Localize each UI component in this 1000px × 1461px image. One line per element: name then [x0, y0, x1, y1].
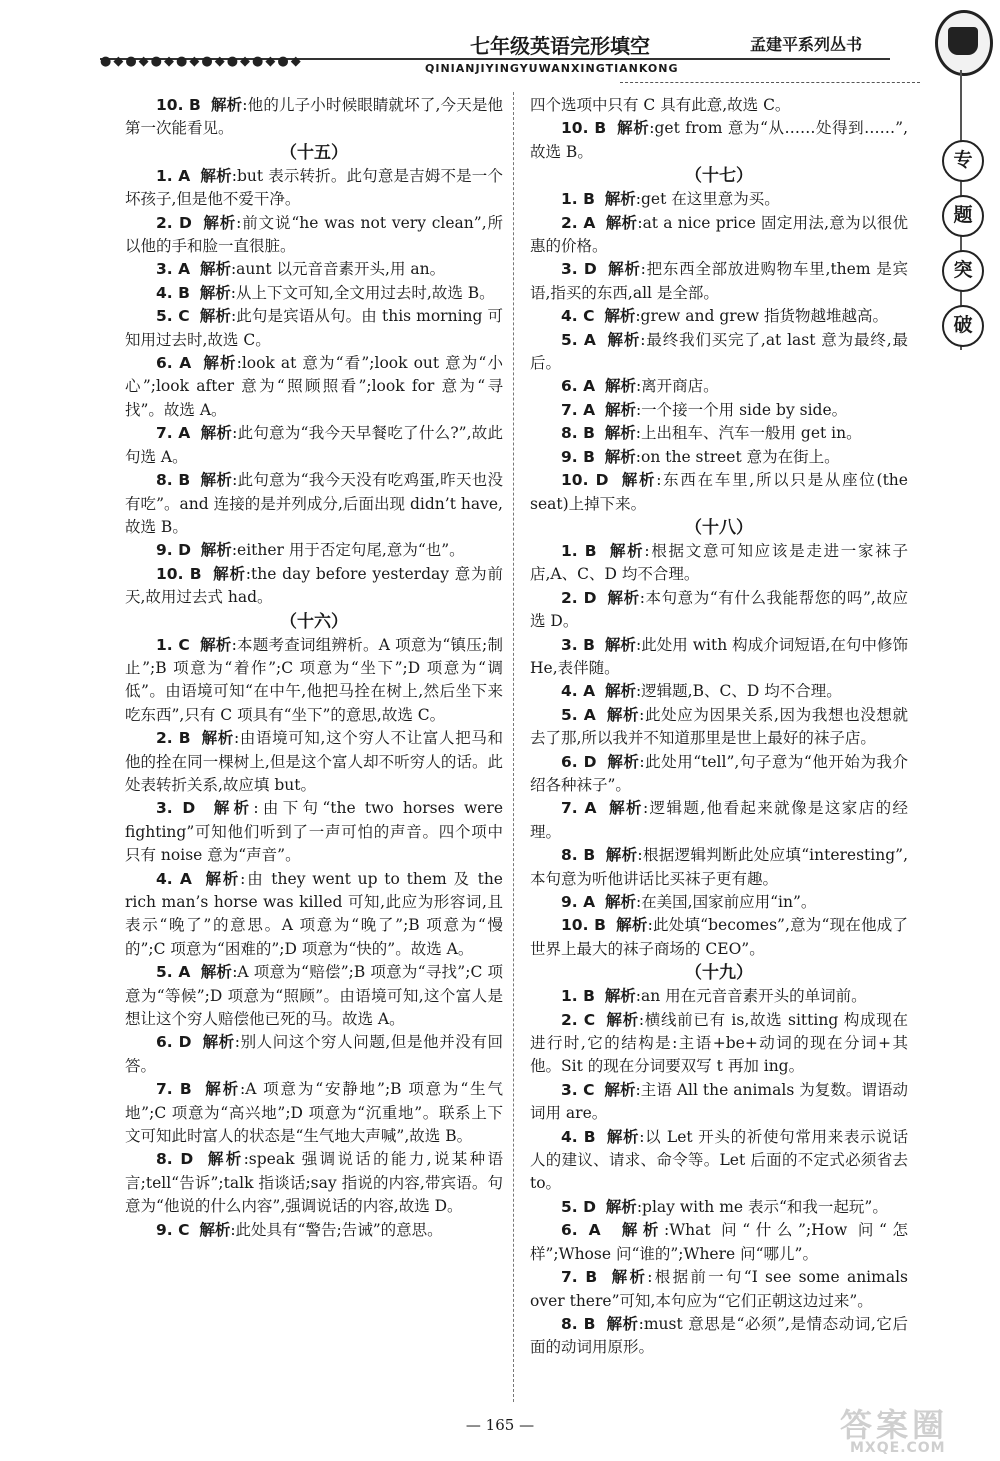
answer-explanation: [125, 94, 503, 141]
answer-explanation: [125, 868, 503, 962]
series-name: 孟建平系列丛书: [750, 35, 863, 54]
answer-explanation: [125, 797, 503, 867]
answer-explanation: [530, 704, 908, 751]
answer-explanation: [125, 422, 503, 469]
analysis-text: :at a nice price 固定用法,意为以很优惠的价格。: [530, 213, 908, 256]
analysis-text: :主语 All the animals 为复数。谓语动词用 are。: [530, 1080, 908, 1123]
analysis-label: 解析: [604, 190, 636, 209]
answer-explanation: [125, 352, 503, 422]
analysis-text: :aunt 以元音音素开头,用 an。: [230, 260, 446, 279]
answer-explanation: [530, 1196, 908, 1219]
analysis-label: 解析: [606, 705, 640, 724]
answer-number: 10. B: [561, 119, 607, 138]
answer-number: 2. C: [561, 1010, 596, 1029]
analysis-label: 解析: [200, 541, 232, 560]
section-heading: （十八）: [685, 517, 753, 538]
header-dashed-rule: [620, 82, 920, 84]
analysis-text: 四个选项中只有 C 具有此意,故选 C。: [530, 96, 791, 114]
answer-number: 7. A: [561, 799, 597, 818]
answer-number: 5. A: [561, 330, 596, 349]
sidebar-seal-3: 突: [942, 250, 984, 292]
watermark: [820, 1400, 990, 1458]
answer-number: 4. B: [561, 1127, 596, 1146]
answer-number: 9. A: [561, 893, 596, 911]
analysis-text: :本句意为“有什么我能帮您的吗”,故应选 D。: [530, 588, 908, 631]
sidebar-seal-1: 专: [942, 140, 984, 182]
analysis-label: 解析: [199, 283, 231, 302]
sidebar-seal-4: 破: [942, 305, 984, 347]
answer-number: 1. A: [156, 166, 191, 185]
answer-explanation: [530, 399, 908, 422]
analysis-label: 解析: [202, 1033, 235, 1052]
answer-number: 3. C: [561, 1080, 595, 1099]
analysis-label: 解析: [205, 1080, 240, 1099]
analysis-label: 解析: [616, 916, 648, 935]
answer-explanation: [530, 914, 908, 961]
answer-number: 2. A: [561, 213, 596, 232]
answer-number: 3. A: [156, 260, 191, 279]
analysis-label: 解析: [199, 307, 231, 326]
analysis-label: 解析: [200, 635, 232, 654]
answer-explanation: [530, 422, 908, 445]
analysis-label: 解析: [199, 1220, 231, 1239]
analysis-text: :此处应为因果关系,因为我想也没想就去了那,所以我并不知道那里是世上最好的袜子店。: [530, 705, 908, 748]
analysis-text: :A 项意为“赔偿”;B 项意为“寻找”;C 项意为“等候”;D 项意为“照顾”。由语境可知,这个富人是想让这个穷人赔偿他已死的马。故选 A。: [125, 963, 503, 1029]
analysis-text: :别人问这个穷人问题,但是他并没有回答。: [125, 1033, 503, 1075]
answer-number: 8. B: [561, 846, 596, 865]
analysis-label: 解析: [604, 987, 636, 1006]
answer-number: 5. C: [156, 307, 190, 326]
answer-number: 10. B: [156, 564, 202, 583]
answer-explanation: [530, 1079, 908, 1126]
answer-explanation: [125, 727, 503, 797]
analysis-label: 解析: [201, 729, 234, 748]
header-dots: ●◆●◆●◆●◆●◆●◆●◆●◆: [100, 54, 303, 69]
answer-number: 6. A: [561, 377, 596, 396]
analysis-text: :get from 意为“从……处得到……”,故选 B。: [530, 119, 908, 161]
analysis-text: :从上下文可知,全文用过去时,故选 B。: [230, 283, 495, 302]
answer-explanation: [530, 94, 908, 117]
analysis-text: :把东西全部放进购物车里,them 是宾语,指买的东西,all 是全部。: [530, 260, 908, 302]
answer-number: 9. C: [156, 1220, 190, 1239]
analysis-text: :逻辑题,B、C、D 均不合理。: [635, 682, 842, 701]
analysis-label: 解析: [607, 588, 640, 607]
answer-explanation: [530, 985, 908, 1008]
analysis-label: 解析: [609, 541, 645, 560]
analysis-label: 解析: [617, 119, 650, 138]
book-title-pinyin: QINIANJIYINGYUWANXINGTIANKONG: [425, 62, 679, 75]
analysis-label: 解析: [607, 752, 640, 771]
answer-explanation: [125, 258, 503, 281]
answer-explanation: [125, 1219, 503, 1242]
analysis-text: :以 Let 开头的祈使句常用来表示说话人的建议、请求、命令等。Let 后面的不定式必须省去 to。: [530, 1127, 908, 1193]
analysis-label: 解析: [203, 354, 237, 373]
answer-explanation: [125, 961, 503, 1031]
section-heading: （十五）: [280, 142, 348, 163]
answer-number: 2. D: [561, 588, 597, 607]
answer-number: 2. B: [156, 729, 191, 748]
answer-explanation: [530, 258, 908, 305]
answer-number: 1. C: [156, 635, 190, 654]
analysis-label: 解析: [200, 471, 233, 490]
analysis-text: :根据文意可知应该是走进一家袜子店,A、C、D 均不合理。: [530, 541, 908, 584]
answer-explanation: [125, 165, 503, 212]
answer-number: 10. B: [156, 96, 201, 114]
analysis-text: :东西在车里,所以只是从座位(the seat)上掉下来。: [530, 471, 908, 513]
analysis-label: 解析: [199, 260, 231, 279]
analysis-text: :最终我们买完了,at last 意为最终,最后。: [530, 330, 908, 373]
analysis-text: :此句意为“我今天早餐吃了什么?”,故此句选 A。: [125, 424, 503, 466]
answer-number: 5. D: [561, 1197, 596, 1216]
analysis-text: :either 用于否定句尾,意为“也”。: [231, 541, 465, 560]
answer-number: 7. B: [561, 1268, 598, 1287]
page-number: — 165 —: [465, 1416, 535, 1434]
analysis-text: :on the street 意为在街上。: [635, 447, 840, 466]
analysis-label: 解析: [604, 307, 636, 326]
analysis-text: :must 意思是“必须”,是情态动词,它后面的动词用原形。: [530, 1314, 908, 1357]
analysis-text: :grew and grew 指货物越堆越高。: [635, 307, 889, 326]
answer-number: 8. B: [561, 1314, 596, 1333]
answer-number: 8. D: [156, 1150, 194, 1169]
analysis-text: :根据逻辑判断此处应填“interesting”,本句意为听他讲话比买袜子更有趣。: [530, 846, 908, 888]
answer-number: 1. B: [561, 190, 595, 209]
analysis-label: 解析: [200, 424, 233, 443]
analysis-label: 解析: [605, 213, 638, 232]
answer-number: 6. D: [561, 752, 597, 771]
answer-explanation: [530, 1266, 908, 1313]
answer-number: 7. A: [156, 424, 191, 443]
answer-number: 4. A: [156, 869, 192, 888]
answer-number: 4. A: [561, 682, 596, 701]
analysis-label: 解析: [205, 869, 241, 888]
answer-explanation: [530, 375, 908, 398]
section-heading: （十六）: [280, 611, 348, 632]
analysis-text: :他的儿子小时候眼睛就坏了,今天是他第一次能看见。: [125, 96, 503, 138]
analysis-text: :此处填“becomes”,意为“现在他成了世界上最大的袜子商场的 CEO”。: [530, 916, 909, 958]
analysis-text: :look at 意为“看”;look out 意为“小心”;look after 意为“照顾照看”;look for 意为“寻找”。故选 A。: [125, 354, 503, 419]
analysis-label: 解析: [200, 963, 233, 982]
answer-explanation: [530, 634, 908, 681]
analysis-text: :由语境可知,这个穷人不让富人把马和他的拴在同一棵树上,但是这个富人却不听穷人的话。此处表转折关系,故应填 but。: [125, 729, 503, 794]
answer-number: 6. A: [156, 354, 192, 373]
sidebar-seal-2: 题: [942, 195, 984, 237]
column-divider: [513, 92, 515, 1402]
answer-explanation: [530, 1219, 908, 1266]
answer-number: 7. B: [156, 1080, 192, 1099]
watermark-title: 答案圈: [840, 1406, 949, 1444]
watermark-url: MXQE.COM: [850, 1440, 946, 1456]
analysis-label: 解析: [605, 1197, 637, 1216]
analysis-label: 解析: [611, 1268, 648, 1287]
answer-explanation: [125, 282, 503, 305]
analysis-label: 解析: [606, 1010, 639, 1029]
analysis-label: 解析: [200, 166, 232, 185]
analysis-text: :离开商店。: [635, 377, 719, 396]
analysis-label: 解析: [606, 1314, 639, 1333]
answer-explanation: [125, 563, 503, 610]
analysis-text: :一个接一个用 side by side。: [635, 400, 848, 419]
answer-explanation: [530, 891, 908, 914]
answer-explanation: [125, 634, 503, 728]
answer-explanation: [530, 680, 908, 703]
analysis-label: 解析: [604, 447, 636, 466]
answer-number: 8. B: [156, 471, 191, 490]
analysis-text: :but 表示转折。此句意是吉姆不是一个坏孩子,但是他不爱干净。: [125, 166, 503, 209]
answer-explanation: [530, 305, 908, 328]
answer-number: 10. D: [561, 471, 609, 490]
answer-number: 8. B: [561, 424, 595, 443]
answer-number: 4. B: [156, 283, 190, 302]
answer-explanation: [530, 797, 908, 844]
answer-number: 6. D: [156, 1033, 192, 1052]
analysis-label: 解析: [608, 260, 641, 279]
analysis-label: 解析: [604, 682, 636, 701]
answer-explanation: [125, 1031, 503, 1078]
analysis-label: 解析: [604, 1080, 636, 1099]
book-title: 七年级英语完形填空: [470, 34, 650, 58]
analysis-text: :由 they went up to them 及 the rich man’s horse was killed 可知,此应为形容词,且表示“晚了”的意思。A 项意为“晚了”;B 项意为“慢的”;C 项意为“困难的”;D 项意为“快的”。故选 A。: [125, 869, 503, 958]
answer-number: 9. D: [156, 541, 191, 560]
answer-number: 10. B: [561, 916, 606, 935]
analysis-text: :A 项意为“安静地”;B 项意为“生气地”;C 项意为“高兴地”;D 项意为“沉重地”。联系上下文可知此时富人的状态是“生气地大声喊”,故选 B。: [125, 1080, 503, 1146]
answer-explanation: [530, 751, 908, 798]
page-header: [0, 0, 1000, 95]
answer-number: 9. B: [561, 447, 595, 466]
answer-explanation: [125, 1148, 503, 1218]
answer-explanation: [125, 305, 503, 352]
answer-explanation: [530, 540, 908, 587]
left-column: [125, 94, 503, 1242]
analysis-text: :此处具有“警告;告诫”的意思。: [230, 1220, 443, 1239]
answer-explanation: [530, 469, 908, 516]
answer-number: 3. D: [156, 799, 196, 818]
answer-explanation: [125, 1078, 503, 1148]
answer-number: 5. A: [561, 705, 596, 724]
analysis-label: 解析: [203, 213, 237, 232]
analysis-label: 解析: [213, 564, 246, 583]
analysis-text: :get 在这里意为买。: [635, 190, 780, 209]
analysis-label: 解析: [604, 377, 636, 396]
analysis-text: :the day before yesterday 意为前天,故用过去式 had。: [125, 564, 503, 607]
answer-explanation: [530, 844, 908, 891]
analysis-text: :此句是宾语从句。由 this morning 可知用过去时,故选 C。: [125, 307, 503, 349]
answer-number: 4. C: [561, 307, 595, 326]
answer-number: 3. B: [561, 635, 595, 654]
analysis-text: :由下句“the two horses were fighting”可知他们听到了一声可怕的声音。四个项中只有 noise 意为“声音”。: [125, 799, 503, 865]
answer-explanation: [125, 212, 503, 259]
analysis-text: :逻辑题,他看起来就像是这家店的经理。: [530, 799, 908, 841]
analysis-label: 解析: [621, 1221, 665, 1240]
answer-explanation: [530, 117, 908, 164]
answer-number: 1. B: [561, 987, 595, 1006]
answer-explanation: [530, 212, 908, 259]
analysis-text: :此句意为“我今天没有吃鸡蛋,昨天也没有吃”。and 连接的是并列成分,后面出现 didn’t have,故选 B。: [125, 471, 503, 536]
analysis-label: 解析: [605, 846, 638, 865]
right-column: [530, 94, 908, 1360]
analysis-text: :play with me 表示“和我一起玩”。: [636, 1197, 888, 1216]
answer-number: 5. A: [156, 963, 191, 982]
analysis-text: :an 用在元音音素开头的单词前。: [635, 987, 867, 1006]
answer-explanation: [125, 539, 503, 562]
analysis-label: 解析: [604, 424, 636, 443]
answer-explanation: [530, 1126, 908, 1196]
answer-explanation: [125, 469, 503, 539]
analysis-label: 解析: [207, 1150, 244, 1169]
analysis-text: :前文说“he was not very clean”,所以他的手和脸一直很脏。: [125, 213, 504, 256]
answer-explanation: [530, 188, 908, 211]
analysis-text: :在美国,国家前应用“in”。: [635, 893, 817, 911]
analysis-label: 解析: [621, 471, 657, 490]
section-heading: （十七）: [685, 166, 753, 187]
analysis-text: :本题考查词组辨析。A 项意为“镇压;制止”;B 项意为“着作”;C 项意为“坐下”;D 项意为“调低”。由语境可知“在中午,他把马拴在树上,然后坐下来吃东西”,只有 C 项具有“坐下”的意思,故选 C。: [125, 635, 503, 724]
answer-explanation: [530, 587, 908, 634]
analysis-text: :What 问“什么”;How 问“怎样”;Whose 问“谁的”;Where 问“哪儿”。: [530, 1221, 908, 1263]
analysis-text: :此处用“tell”,句子意为“他开始为我介绍各种袜子”。: [530, 752, 908, 794]
analysis-text: :横线前已有 is,故选 sitting 构成现在进行时,它的结构是:主语+be+动词的现在分词+其他。Sit 的现在分词要双写 t 再加 ing。: [530, 1010, 908, 1076]
analysis-label: 解析: [606, 1127, 640, 1146]
analysis-label: 解析: [210, 96, 243, 114]
answer-number: 1. B: [561, 541, 597, 560]
answer-explanation: [530, 1313, 908, 1360]
analysis-label: 解析: [604, 635, 636, 654]
answer-number: 7. A: [561, 400, 596, 419]
analysis-label: 解析: [604, 400, 636, 419]
analysis-text: :上出租车、汽车一般用 get in。: [635, 424, 862, 443]
analysis-text: :speak 强调说话的能力,说某种语言;tell“告诉”;talk 指谈话;say 指说的内容,带宾语。句意为“他说的什么内容”,强调说话的内容,故选 D。: [125, 1150, 504, 1216]
answer-explanation: [530, 1009, 908, 1079]
section-heading: （十九）: [685, 963, 753, 984]
analysis-label: 解析: [604, 893, 636, 911]
analysis-label: 解析: [609, 799, 643, 818]
answer-number: 2. D: [156, 213, 192, 232]
analysis-label: 解析: [607, 330, 641, 349]
analysis-text: :根据前一句“I see some animals over there”可知,本句应为“它们正朝这边过来”。: [530, 1268, 908, 1310]
answer-number: 6. A: [561, 1221, 601, 1240]
answer-explanation: [530, 329, 908, 376]
answer-explanation: [530, 446, 908, 469]
analysis-label: 解析: [213, 799, 254, 818]
series-logo-icon: [935, 10, 993, 76]
answer-number: 3. D: [561, 260, 597, 279]
analysis-text: :此处用 with 构成介词短语,在句中修饰 He,表伴随。: [530, 635, 908, 677]
